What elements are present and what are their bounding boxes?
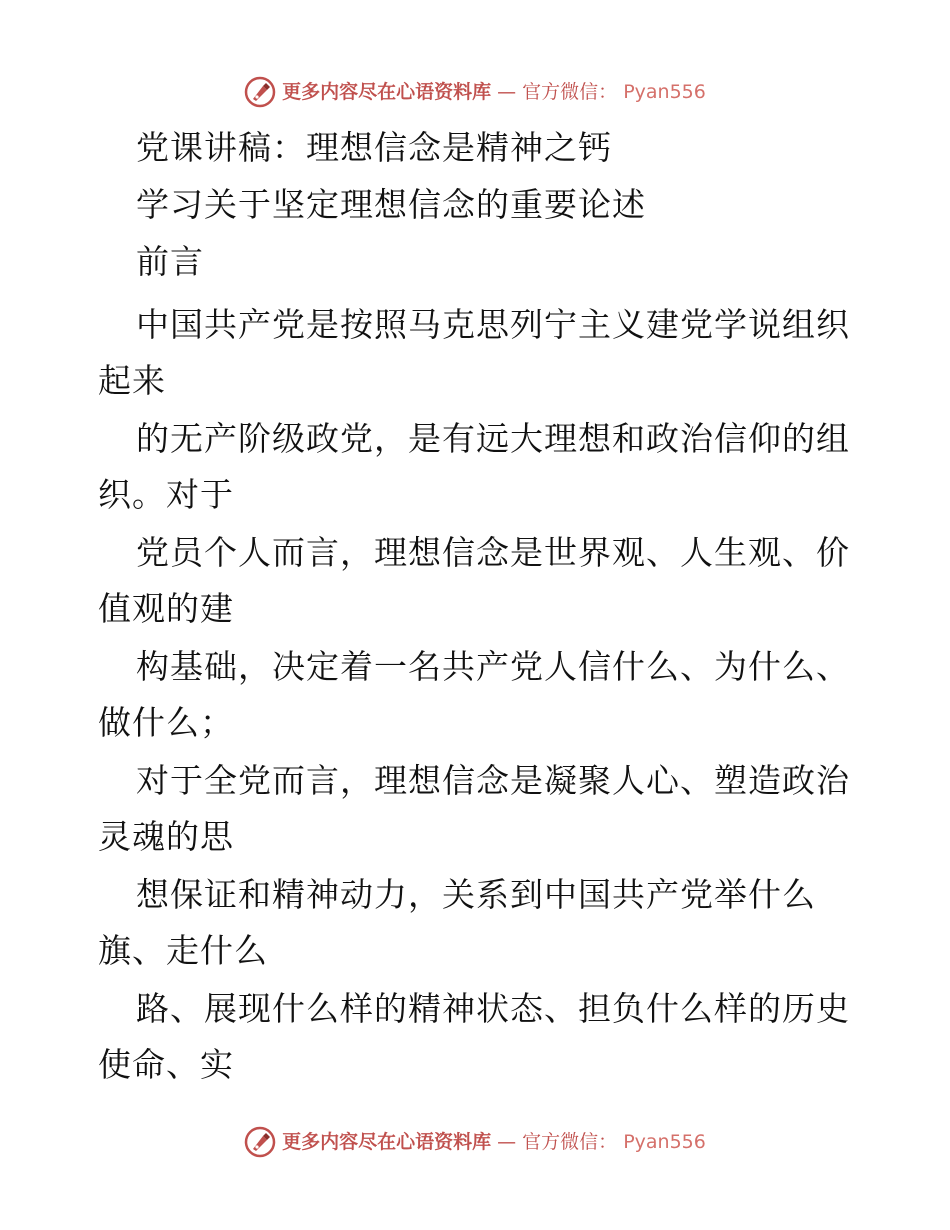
header-banner <box>0 76 950 108</box>
banner-wechat-id: Pyan556 <box>623 1131 706 1153</box>
section-heading-preface: 前言 <box>136 242 204 281</box>
banner-dash: — <box>497 1131 517 1153</box>
footer-banner <box>0 1126 950 1158</box>
body-line: 路、展现什么样的精神状态、担负什么样的历史 <box>136 989 850 1028</box>
document-subtitle: 学习关于坚定理想信念的重要论述 <box>136 185 646 224</box>
banner-main-text: 更多内容尽在心语资料库 <box>282 1131 492 1153</box>
pen-nib-logo-icon <box>244 76 276 108</box>
body-line: 旗、走什么 <box>98 931 268 970</box>
pen-nib-logo-icon <box>244 1126 276 1158</box>
body-line: 党员个人而言，理想信念是世界观、人生观、价 <box>136 533 850 572</box>
body-line: 值观的建 <box>98 589 234 628</box>
banner-main-text: 更多内容尽在心语资料库 <box>282 81 492 103</box>
banner-wechat-label: 官方微信： <box>522 81 618 103</box>
body-line: 织。对于 <box>98 475 234 514</box>
body-line: 对于全党而言，理想信念是凝聚人心、塑造政治 <box>136 761 850 800</box>
document-title: 党课讲稿：理想信念是精神之钙 <box>136 128 612 167</box>
body-line: 构基础，决定着一名共产党人信什么、为什么、 <box>136 647 850 686</box>
banner-dash: — <box>497 81 517 103</box>
body-line: 灵魂的思 <box>98 817 234 856</box>
banner-wechat-id: Pyan556 <box>623 81 706 103</box>
body-line: 想保证和精神动力，关系到中国共产党举什么 <box>136 875 816 914</box>
body-line: 的无产阶级政党，是有远大理想和政治信仰的组 <box>136 419 850 458</box>
body-line: 使命、实 <box>98 1045 234 1084</box>
body-line: 起来 <box>98 361 166 400</box>
body-line: 中国共产党是按照马克思列宁主义建党学说组织 <box>136 305 850 344</box>
body-line: 做什么； <box>98 703 234 742</box>
banner-wechat-label: 官方微信： <box>522 1131 618 1153</box>
